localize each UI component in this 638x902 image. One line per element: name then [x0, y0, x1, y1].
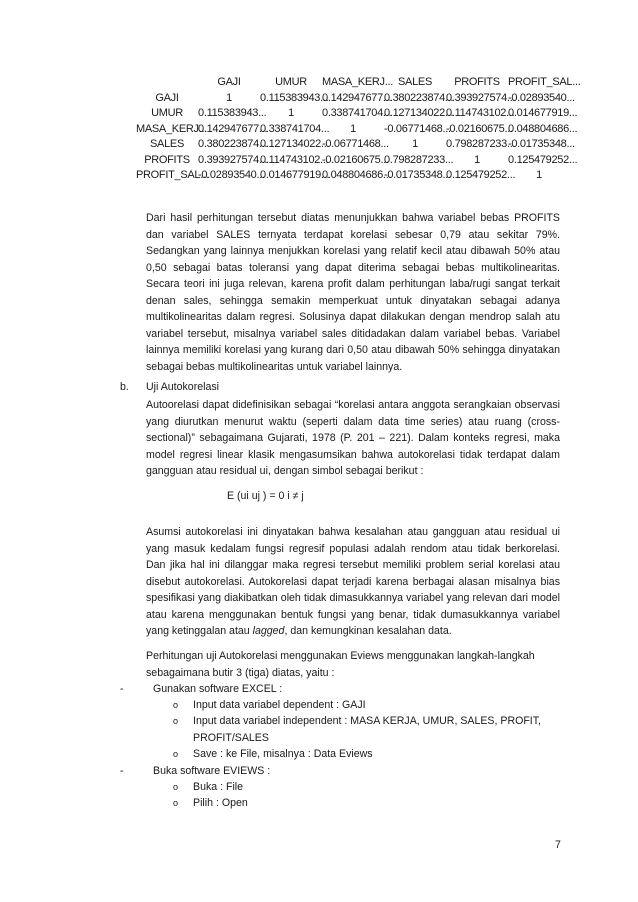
paragraph-line: sebagaimana butir 3 (tiga) diatas, yaitu : — [146, 666, 335, 679]
matrix-cell: 0.338741704... — [322, 107, 392, 120]
matrix-header: PROFITS — [454, 76, 500, 89]
bullet-icon: o — [173, 798, 179, 808]
italic-term: lagged — [252, 625, 285, 637]
matrix-cell: 0.798287233... — [384, 153, 454, 166]
paragraph-line: Perhitungan uji Autokorelasi menggunakan Eviews menggunakan langkah-langkah — [146, 650, 535, 662]
matrix-row-label: UMUR — [151, 107, 183, 120]
matrix-cell: 0.380223874... — [384, 91, 454, 104]
matrix-header: GAJI — [217, 76, 241, 89]
section-title: Uji Autokorelasi — [146, 381, 220, 393]
matrix-row-label: MASA_KERJ... — [136, 122, 207, 135]
matrix-header: SALES — [398, 76, 432, 89]
matrix-cell: -0.01735348... — [384, 169, 451, 182]
list-dash: - — [120, 765, 124, 777]
section-marker: b. — [120, 381, 129, 393]
matrix-header: MASA_KERJ... — [322, 76, 393, 89]
list-item: Input data variabel dependent : GAJI — [193, 699, 366, 711]
bullet-icon: o — [173, 782, 179, 792]
matrix-cell: -0.02160675... — [322, 153, 389, 166]
matrix-cell: 0.115383943... — [198, 107, 267, 120]
matrix-cell: 0.380223874... — [198, 138, 268, 151]
matrix-cell: 0.127134022... — [260, 138, 330, 151]
matrix-cell: 0.115383943... — [260, 91, 329, 104]
list-item: Input data variabel independent : MASA KERJA, UMUR, SALES, PROFIT, PROFIT/SALES — [193, 715, 541, 744]
matrix-row-label: GAJI — [155, 91, 179, 104]
bullet-icon: o — [173, 749, 179, 759]
matrix-cell: 0.393927574... — [198, 153, 268, 166]
matrix-cell: 0.127134022... — [384, 107, 454, 120]
matrix-cell: 1 — [350, 122, 356, 135]
page-number: 7 — [555, 839, 561, 851]
matrix-cell: 0.798287233... — [446, 138, 516, 151]
matrix-cell: 1 — [288, 107, 294, 120]
matrix-row-label: SALES — [150, 138, 184, 151]
matrix-cell: -0.01735348... — [508, 138, 575, 151]
matrix-cell: 0.114743102... — [446, 107, 515, 120]
matrix-cell: 0.014677919... — [260, 169, 330, 182]
matrix-cell: 0.125479252... — [446, 169, 516, 182]
matrix-cell: 1 — [474, 153, 480, 166]
matrix-cell: 1 — [412, 138, 418, 151]
matrix-cell: -0.02160675... — [446, 122, 513, 135]
matrix-cell: 0.048804686... — [322, 169, 392, 182]
bullet-icon: o — [173, 716, 179, 726]
matrix-cell: 0.338741704... — [260, 122, 330, 135]
matrix-row-label: PROFIT_SAL... — [136, 169, 209, 182]
matrix-cell: 1 — [536, 169, 542, 182]
matrix-cell: -0.02893540... — [508, 91, 575, 104]
matrix-cell: -0.06771468... — [384, 122, 451, 135]
formula: E (ui uj ) = 0 i ≠ j — [227, 490, 304, 502]
list-item: Buka : File — [193, 781, 244, 793]
matrix-cell: 0.393927574... — [446, 91, 516, 104]
matrix-cell: 0.125479252... — [508, 153, 578, 166]
list-dash: - — [120, 683, 124, 695]
list-item: Save : ke File, misalnya : Data Eviews — [193, 748, 373, 760]
matrix-cell: -0.06771468... — [322, 138, 389, 151]
step-label: Gunakan software EXCEL : — [153, 683, 283, 695]
matrix-cell: 0.114743102... — [260, 153, 329, 166]
paragraph-multikolinearitas: Dari hasil perhitungan tersebut diatas menunjukkan bahwa variabel bebas PROFITS dan variabel SALES ternyata terdapat korelasi sebesar 0,79 atau sekitar 79%. Sedangkan yang lainnya menjukkan korelasi yang relatif kecil atau dibawah 50% atau 0,50 sebagai batas toleransi yang dapat diterima sebagai bebas multikolinearitas. Secara teori ini juga relevan, karena profit dalam perhitungan laba/rugi sangat terkait denan sales, sehingga semakin memperkuat untuk dinyatakan sebagai adanya multikolinearitas dalam regresi. Solusinya dapat dilakukan dengan mendrop salah atu variabel tersebut, misalnya variabel sales ditidadakan dalam variabel bebas. Variabel lainnya memiliki korelasi yang kurang dari 0,50 atau dibawah 50% sehingga dinyatakan sebagai bebas multikolinearitas untuk variabel lainnya. — [146, 212, 560, 373]
matrix-cell: 0.142947677... — [198, 122, 268, 135]
matrix-cell: -0.02893540... — [198, 169, 265, 182]
matrix-cell: 0.014677919... — [508, 107, 578, 120]
matrix-header: UMUR — [275, 76, 307, 89]
matrix-cell: 1 — [226, 91, 232, 104]
bullet-icon: o — [173, 700, 179, 710]
paragraph-autokorelasi-definition: Autoorelasi dapat didefinisikan sebagai “korelasi antara anggota serangkaian observasi yang diurutkan menurut waktu (seperti dalam data time series) atau ruang (cross-sectional)” sebagaimana Gujarati, 1978 (P. 201 – 221). Dalam konteks regresi, maka model regresi linear klasik mengasumsikan bahwa autokorelasi tidak terdapat dalam gangguan atau residual ui, dengan simbol sebagai berikut : — [146, 399, 560, 477]
step-label: Buka software EVIEWS : — [153, 765, 271, 777]
list-item: Pilih : Open — [193, 797, 248, 809]
matrix-row-label: PROFITS — [144, 153, 190, 166]
matrix-cell: 0.048804686... — [508, 122, 578, 135]
matrix-header: PROFIT_SAL... — [508, 76, 581, 89]
paragraph-autokorelasi-assumption: Asumsi autokorelasi ini dinyatakan bahwa kesalahan atau gangguan atau residual ui yang masuk kedalam fungsi regresif populasi adalah rendom atau tidak berkorelasi. Dan jika hal ini dilanggar maka regresi tersebut memiliki problem serial korelasi atau disebut autokorelasi. Autokorelasi dapat terjadi karena berbagai alasan misalnya bias spesifikasi yang diakibatkan oleh tidak dimasukkannya variabel yang relevan dari model atau karena menggunakan bentuk fungsi yang benar, tidak dumasukkannya variabel yang ketinggalan atau lagged, dan kemungkinan kesalahan data. — [146, 526, 560, 637]
matrix-cell: 0.142947677... — [322, 91, 392, 104]
